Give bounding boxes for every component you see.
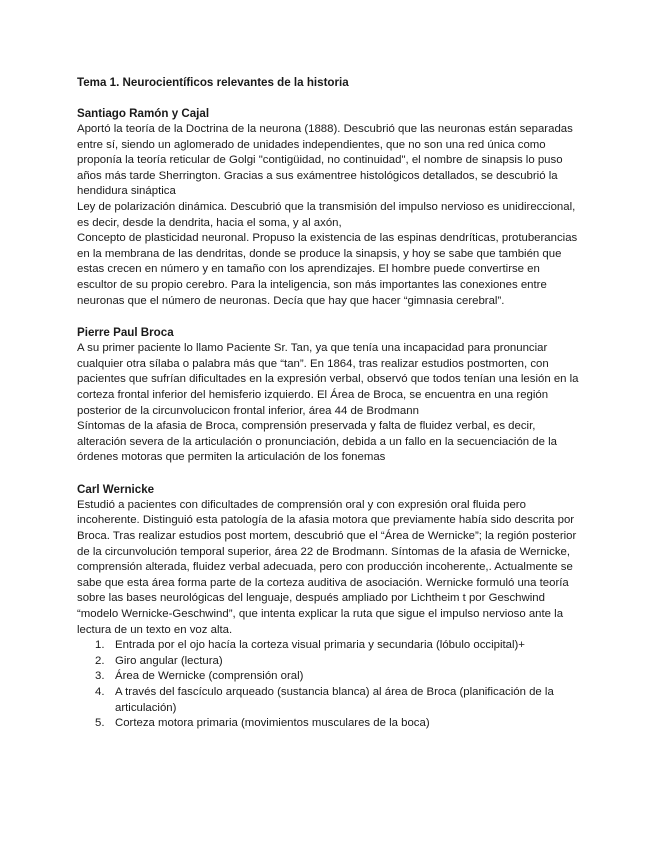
section-cajal — [77, 106, 579, 309]
list-item: Giro angular (lectura) — [115, 654, 223, 667]
section-heading: Pierre Paul Broca — [77, 326, 174, 340]
paragraph: Aportó la teoría de la Doctrina de la neurona (1888). Descubrió que las neuronas están separadas entre sí, siendo un aglomerado de unidades independientes, que no son una red única como proponía la teoría reticular de Golgi "contigüidad, no continuidad", el nombre de sinapsis lo puso años más tarde Sherrington. Gracias a sus exámentree histológicos detallados, se descubrió la hendidura sináptica — [77, 123, 573, 198]
list-item: Corteza motora primaria (movimientos musculares de la boca) — [115, 717, 430, 730]
paragraph: Estudió a pacientes con dificultades de comprensión oral y con expresión oral fluida pero incoherente. Distinguió esta patología de la afasia motora que previamente había sido descrita por Broca. Tras realizar estudios post mortem, descubrió que el “Área de Wernicke”; la región posterior de la circunvolución temporal superior, área 22 de Brodmann. Síntomas de la afasia de Wernicke, comprensión alterada, fluidez verbal adecuada, pero con producción incoherente,. Actualmente se sabe que esta área forma parte de la corteza auditiva de asociación. Wernicke formuló una teoría sobre las bases neurológicas del lenguaje, después ampliado por Lichtheim t por Geschwind “modelo Wernicke-Geschwind”, que intenta explicar la ruta que sigue el impulso nervioso ante la lectura de un texto en voz alta. — [77, 498, 577, 636]
paragraph: Síntomas de la afasia de Broca, comprensión preservada y falta de fluidez verbal, es decir, alteración severa de la articulación o pronunciación, debida a un fallo en la secuenciación de la órdenes motoras que permiten la articulación de los fonemas — [77, 420, 557, 464]
section-wernicke — [77, 482, 579, 732]
numbered-list — [77, 638, 579, 732]
section-heading: Santiago Ramón y Cajal — [77, 107, 210, 120]
paragraph: Ley de polarización dinámica. Descubrió que la transmisión del impulso nervioso es unidireccional, es decir, desde la dendrita, hacia el soma, y al axón, — [77, 200, 576, 229]
paragraph: A su primer paciente lo llamo Paciente Sr. Tan, ya que tenía una incapacidad para pronunciar cualquier otra sílaba o palabra más que “tan”. En 1864, tras realizar estudios postmorten, con pacientes que sufrían dificultades en la expresión verbal, observó que todos tenían una lesión en la corteza frontal inferior del hemisferio izquierdo. El Área de Broca, se encuentra en una región posterior de la circunvolucicon frontal inferior, área 44 de Brodmann — [77, 342, 579, 417]
list-item: Área de Wernicke (comprensión oral) — [115, 670, 304, 683]
section-heading: Carl Wernicke — [77, 482, 155, 496]
document-title: Tema 1. Neurocientíficos relevantes de la historia — [77, 76, 349, 89]
document-content — [77, 75, 579, 732]
section-broca — [77, 325, 579, 466]
list-item: Entrada por el ojo hacía la corteza visual primaria y secundaria (lóbulo occipital)+ — [115, 639, 525, 652]
list-item: A través del fascículo arqueado (sustancia blanca) al área de Broca (planificación de la articulación) — [115, 686, 554, 714]
paragraph: Concepto de plasticidad neuronal. Propuso la existencia de las espinas dendríticas, protuberancias en la membrana de las dendritas, donde se produce la sinapsis, y hoy se sabe que también que estas crecen en número y en tamaño con los aprendizajes. El hombre puede convertirse en escultor de su propio cerebro. Para la inteligencia, son más importantes las conexiones entre neuronas que el número de neuronas. Decía que hay que hacer “gimnasia cerebral”. — [77, 232, 578, 307]
